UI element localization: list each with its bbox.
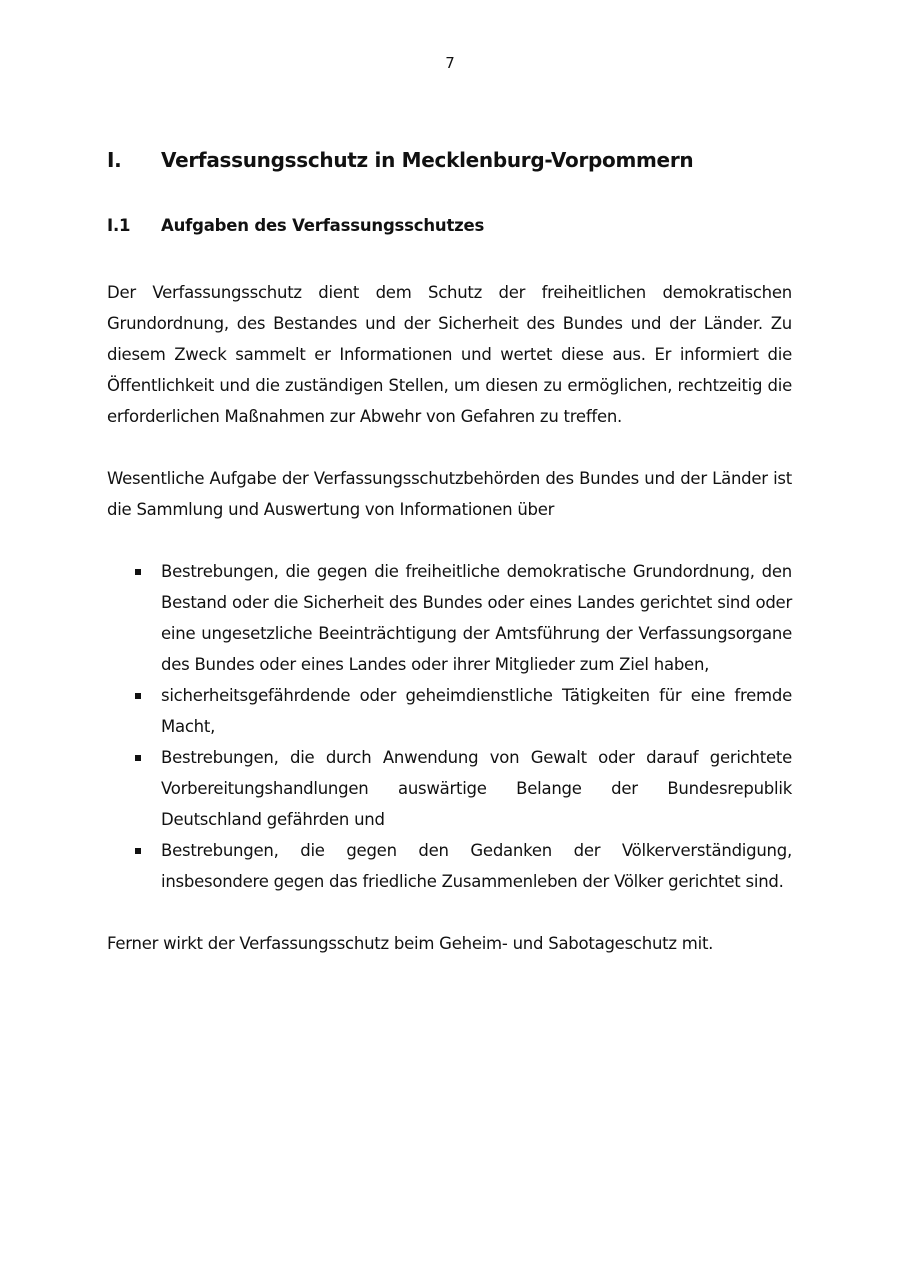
square-bullet-icon — [135, 569, 141, 575]
list-item-text: sicherheitsgefährdende oder geheimdienstliche Tätigkeiten für eine fremde Macht, — [161, 686, 792, 736]
page-number: 7 — [445, 54, 455, 72]
list-item — [107, 835, 792, 897]
square-bullet-icon — [135, 848, 141, 854]
square-bullet-icon — [135, 755, 141, 761]
paragraph-closing: Ferner wirkt der Verfassungsschutz beim Geheim- und Sabotageschutz mit. — [107, 934, 714, 953]
chapter-number: I. — [107, 148, 122, 172]
list-item-text: Bestrebungen, die durch Anwendung von Gewalt oder darauf gerichtete Vorbereitungshandlungen auswärtige Belange der Bundesrepublik Deutschland gefährden und — [161, 748, 792, 829]
list-item — [107, 680, 792, 742]
paragraph-intro: Der Verfassungsschutz dient dem Schutz der freiheitlichen demokratischen Grundordnung, des Bestandes und der Sicherheit des Bundes und der Länder. Zu diesem Zweck sammelt er Informationen und wertet diese aus. Er informiert die Öffentlichkeit und die zuständigen Stellen, um diesen zu ermöglichen, rechtzeitig die erforderlichen Maßnahmen zur Abwehr von Gefahren zu treffen. — [107, 283, 792, 426]
list-item-text: Bestrebungen, die gegen die freiheitliche demokratische Grundordnung, den Bestand oder die Sicherheit des Bundes oder eines Landes gerichtet sind oder eine ungesetzliche Beeinträchtigung der Amtsführung der Verfassungsorgane des Bundes oder eines Landes oder ihrer Mitglieder zum Ziel haben, — [161, 562, 792, 674]
list-item — [107, 556, 792, 680]
section-number: I.1 — [107, 216, 131, 235]
section-heading — [107, 214, 792, 238]
document-body — [107, 146, 792, 959]
task-list — [107, 556, 792, 897]
list-item — [107, 742, 792, 835]
list-item-text: Bestrebungen, die gegen den Gedanken der Völkerverständigung, insbesondere gegen das friedliche Zusammenleben der Völker gerichtet sind. — [161, 841, 792, 891]
chapter-heading — [107, 146, 792, 174]
paragraph-tasks: Wesentliche Aufgabe der Verfassungsschutzbehörden des Bundes und der Länder ist die Sammlung und Auswertung von Informationen über — [107, 469, 792, 519]
chapter-title: Verfassungsschutz in Mecklenburg-Vorpommern — [161, 148, 694, 172]
section-title: Aufgaben des Verfassungsschutzes — [161, 216, 485, 235]
square-bullet-icon — [135, 693, 141, 699]
